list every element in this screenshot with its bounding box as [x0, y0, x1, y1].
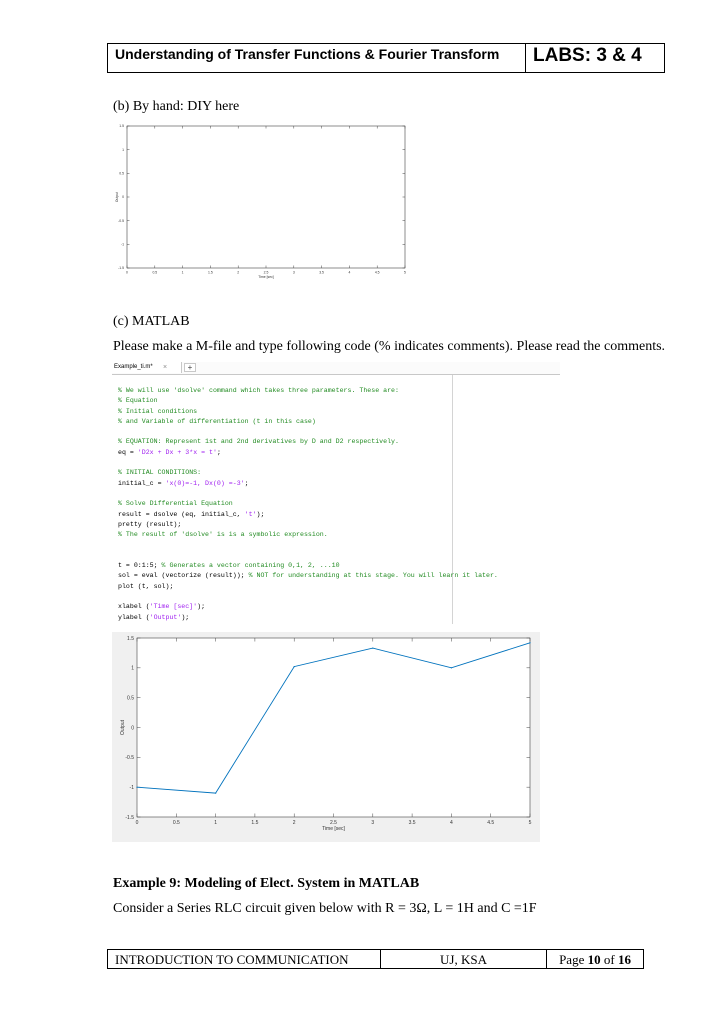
- data-point: [529, 642, 530, 643]
- add-tab-icon[interactable]: +: [184, 363, 196, 372]
- plot-axes-box: [127, 126, 405, 268]
- code-text: xlabel (: [118, 603, 150, 611]
- x-tick-label: 4: [348, 270, 351, 275]
- x-tick-label: 3: [292, 270, 295, 275]
- page-current: 10: [587, 952, 601, 967]
- x-tick-label: 1.5: [208, 270, 213, 275]
- output-line-chart: [112, 632, 540, 842]
- code-text: ylabel (: [118, 613, 150, 621]
- x-tick-label: 4.5: [374, 270, 380, 275]
- y-tick-label: 1: [131, 665, 134, 672]
- y-tick-label: -1: [120, 242, 124, 247]
- code-line: [118, 613, 498, 623]
- footer-university: UJ, KSA: [381, 950, 547, 968]
- code-line: [118, 407, 498, 417]
- code-string: 'Time [sec]': [149, 603, 198, 611]
- data-point: [136, 787, 137, 788]
- header-labs: LABS: 3 & 4: [533, 45, 642, 66]
- code-text: eq =: [118, 448, 138, 456]
- x-tick-label: 0.5: [152, 270, 158, 275]
- x-tick-label: 3.5: [319, 270, 324, 275]
- code-line: [118, 458, 498, 468]
- code-line: [118, 386, 498, 396]
- x-tick-label: 0: [126, 270, 128, 275]
- data-point: [215, 793, 216, 794]
- y-tick-label: 1: [122, 147, 124, 152]
- x-tick-label: 2.5: [330, 820, 337, 826]
- code-comment: % EQUATION: Represent 1st and 2nd derivatives by D and D2 respectively.: [118, 438, 399, 446]
- code-string: 't': [244, 510, 257, 518]
- code-text: );: [197, 603, 206, 611]
- code-text: ;: [216, 448, 221, 456]
- code-comment: % The result of 'dsolve' is is a symbolic expression.: [118, 531, 328, 539]
- code-line: [118, 468, 498, 478]
- page-prefix: Page: [559, 952, 588, 967]
- x-tick-label: 0: [135, 820, 139, 826]
- code-comment: % INITIAL CONDITIONS:: [118, 469, 202, 477]
- code-text: plot (t, sol);: [118, 582, 174, 590]
- x-tick-label: 5: [528, 820, 532, 826]
- blank-plot: [113, 124, 413, 282]
- code-text: result = dsolve (eq, initial_c,: [118, 510, 245, 518]
- code-text: sol = eval (vectorize (result));: [118, 572, 249, 580]
- code-text: pretty (result);: [118, 520, 182, 528]
- header-title: Understanding of Transfer Functions & Fourier Transform: [108, 44, 526, 72]
- y-tick-label: 0: [131, 725, 134, 732]
- code-text: initial_c =: [118, 479, 166, 487]
- code-line: [118, 602, 498, 612]
- code-text: ;: [244, 479, 249, 487]
- editor-code[interactable]: [118, 386, 498, 623]
- data-point: [451, 667, 452, 668]
- section-c-heading: (c) MATLAB: [113, 314, 190, 329]
- y-tick-label: 0: [122, 195, 124, 200]
- code-line: [118, 510, 498, 520]
- page-footer: [107, 949, 644, 969]
- code-text: );: [181, 613, 190, 621]
- code-line: [118, 448, 498, 458]
- code-line: [118, 396, 498, 406]
- code-line: [118, 489, 498, 499]
- code-line: [118, 582, 498, 592]
- code-line: [118, 520, 498, 530]
- x-tick-label: 5: [404, 270, 406, 275]
- y-tick-label: 0.5: [127, 695, 134, 702]
- footer-page-number: [547, 950, 643, 968]
- plot-axes-box: [137, 638, 530, 817]
- code-line: [118, 417, 498, 427]
- code-comment: % Initial conditions: [118, 407, 198, 415]
- y-axis-label: Output: [115, 191, 120, 203]
- code-line: [118, 561, 498, 571]
- example-9-text: Consider a Series RLC circuit given below with R = 3Ω, L = 1H and C =1F: [113, 901, 537, 916]
- code-line: [118, 479, 498, 489]
- data-point: [372, 648, 373, 649]
- code-line: [118, 530, 498, 540]
- y-tick-label: -1.5: [125, 814, 134, 821]
- y-axis-label: Output: [120, 719, 126, 736]
- x-tick-label: 0.5: [172, 820, 180, 826]
- code-text: );: [256, 510, 265, 518]
- matlab-editor: [112, 362, 560, 624]
- code-comment: % NOT for understanding at this stage. You will learn it later.: [248, 572, 498, 580]
- code-line: [118, 551, 498, 561]
- code-comment: % Solve Differential Equation: [118, 500, 233, 508]
- x-tick-label: 2: [237, 270, 240, 275]
- code-line: [118, 540, 498, 550]
- data-point: [294, 666, 295, 667]
- code-comment: % Equation: [118, 397, 158, 405]
- code-string: 'x(0)=-1, Dx(0) =-3': [165, 479, 245, 487]
- y-tick-label: -1: [129, 784, 134, 791]
- y-tick-label: -0.5: [125, 755, 134, 762]
- x-tick-label: 2: [292, 820, 296, 826]
- code-comment: % Generates a vector containing 0,1, 2, ...10: [161, 562, 340, 570]
- footer-course: INTRODUCTION TO COMMUNICATION: [108, 950, 381, 968]
- y-tick-label: 1.5: [127, 635, 134, 642]
- x-axis-label: Time [sec]: [258, 274, 274, 279]
- x-axis-label: Time [sec]: [322, 826, 345, 832]
- y-tick-label: 1.5: [119, 124, 124, 129]
- x-tick-label: 1: [181, 270, 184, 275]
- code-comment: % We will use 'dsolve' command which takes three parameters. These are:: [118, 387, 399, 394]
- matlab-figure: [112, 632, 540, 842]
- x-tick-label: 1.5: [251, 820, 259, 826]
- page-of: of: [600, 952, 618, 967]
- x-tick-label: 1: [214, 820, 217, 826]
- code-line: [118, 437, 498, 447]
- section-c-instruction: Please make a M-file and type following code (% indicates comments). Please read the comments.: [113, 339, 666, 354]
- x-tick-label: 3: [371, 820, 375, 826]
- y-tick-label: -1.5: [118, 266, 124, 271]
- page-header: [107, 43, 665, 73]
- editor-tab-bar: [112, 362, 560, 375]
- code-line: [118, 571, 498, 581]
- example-9-heading: Example 9: Modeling of Elect. System in MATLAB: [113, 876, 420, 891]
- code-string: 'D2x + Dx + 3*x = t': [137, 448, 217, 456]
- x-tick-label: 4.5: [487, 820, 495, 826]
- editor-tab-example[interactable]: [112, 362, 182, 373]
- close-icon[interactable]: ×: [163, 364, 168, 371]
- x-tick-label: 4: [450, 820, 453, 826]
- y-tick-label: 0.5: [119, 171, 124, 176]
- code-comment: % and Variable of differentiation (t in this case): [118, 417, 316, 425]
- page-total: 16: [617, 952, 631, 967]
- code-line: [118, 592, 498, 602]
- code-string: 'Output': [149, 613, 182, 621]
- editor-tab-label: Example_ti.m*: [114, 364, 153, 370]
- y-tick-label: -0.5: [118, 218, 124, 223]
- section-b-heading: (b) By hand: DIY here: [113, 99, 240, 114]
- x-tick-label: 2.5: [263, 270, 269, 275]
- code-text: t = 0:1:5;: [118, 562, 162, 570]
- code-line: [118, 427, 498, 437]
- x-tick-label: 3.5: [408, 820, 416, 826]
- code-line: [118, 499, 498, 509]
